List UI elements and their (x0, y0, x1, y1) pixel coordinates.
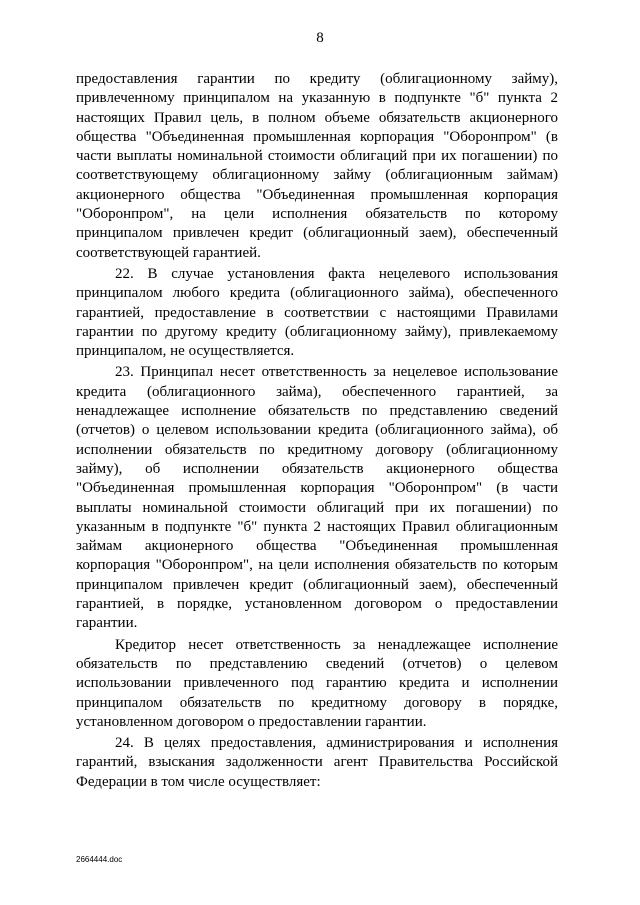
paragraph-22: 22. В случае установления факта нецелевого использования принципалом любого кредита (облигационного займа), обеспеченного гарантией, предоставление в соответствии с настоящими Правилами гарантии по другому кредиту (облигационному займу), привлекаемому принципалом, не осуществляется. (76, 265, 558, 360)
page-number: 8 (316, 30, 324, 46)
body-text (76, 70, 558, 794)
paragraph-creditor: Кредитор несет ответственность за ненадлежащее исполнение обязательств по представлению сведений (отчетов) о целевом использовании привлеченного под гарантию кредита и исполнении принципалом обязательств по кредитному договору в порядке, установленном договором о предоставлении гарантии. (76, 636, 558, 730)
paragraph-continuation: предоставления гарантии по кредиту (облигационному займу), привлеченному принципалом на указанную в подпункте "б" пункта 2 настоящих Правил цель, в полном объеме обязательств акционерного общества "Объединенная промышленная корпорация "Оборонпром" (в части выплаты номинальной стоимости облигаций при их погашении) по соответствующему облигационному займу (облигационным займам) акционерного общества "Объединенная промышленная корпорация "Оборонпром", на цели исполнения обязательств по которому принципалом привлечен кредит (облигационный заем), обеспеченный соответствующей гарантией. (76, 71, 558, 261)
paragraph-23: 23. Принципал несет ответственность за нецелевое использование кредита (облигационного займа), обеспеченного гарантией, за ненадлежащее исполнение обязательств по представлению сведений (отчетов) о целевом использовании кредита (облигационного займа), об исполнении обязательств по кредитному договору (облигационному займу), об исполнении обязательств акционерного общества "Объединенная промышленная корпорация "Оборонпром" (в части выплаты номинальной стоимости облигаций при их погашении) по указанным в подпункте "б" пункта 2 настоящих Правил облигационным займам акционерного общества "Объединенная промышленная корпорация "Оборонпром", на цели исполнения обязательств по которым принципалом привлечен кредит (облигационный заем), обеспеченный гарантией, в порядке, установленном договором о предоставлении гарантии. (76, 364, 558, 632)
document-file-code: 2664444.doc (76, 855, 123, 864)
paragraph-24: 24. В целях предоставления, администрирования и исполнения гарантий, взыскания задолженности агент Правительства Российской Федерации в том числе осуществляет: (76, 735, 558, 790)
